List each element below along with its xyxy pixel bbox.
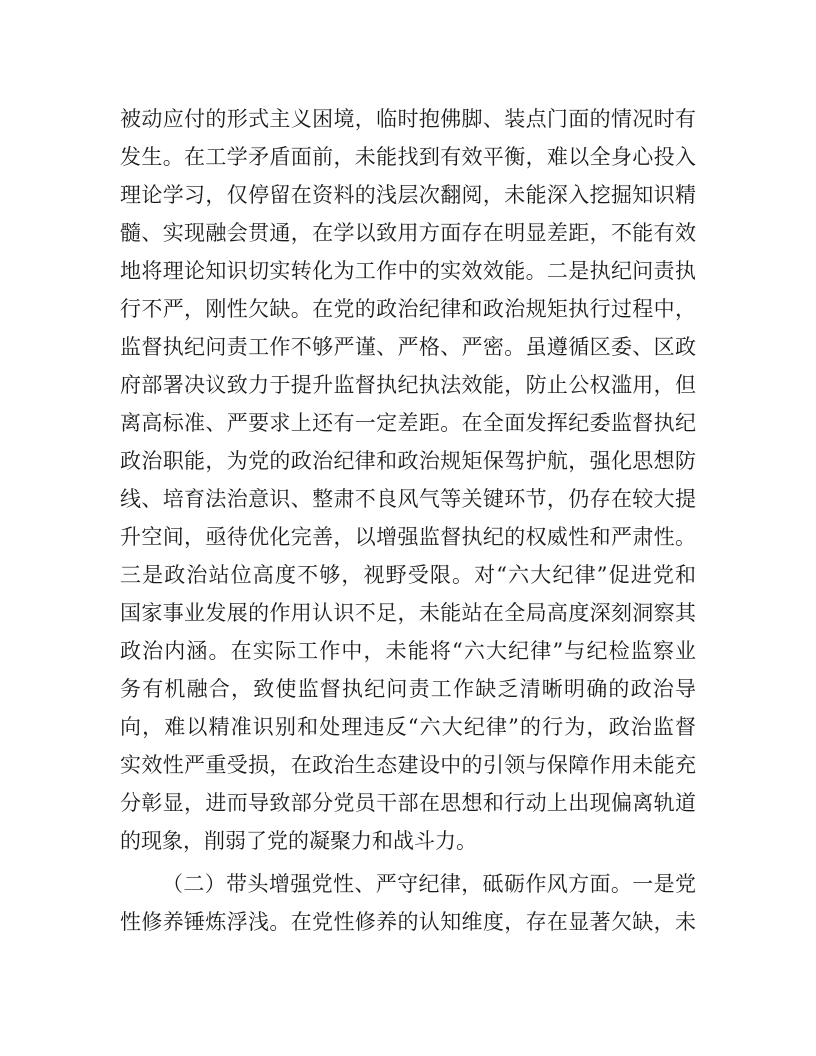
text-line: 分彰显，进而导致部分党员干部在思想和行动上出现偏离轨道 [120,791,696,815]
section-heading-line: （二）带头增强党性、严守纪律，砥砺作风方面。一是党 [162,872,696,896]
text-line: 务有机融合，致使监督执纪问责工作缺乏清晰明确的政治导 [120,677,696,701]
text-line: 行不严，刚性欠缺。在党的政治纪律和政治规矩执行过程中， [120,297,696,321]
text-line: 性修养锤炼浮浅。在党性修养的认知维度，存在显著欠缺，未 [120,910,696,934]
text-line: 国家事业发展的作用认识不足，未能站在全局高度深刻洞察其 [120,601,696,625]
text-line: 升空间，亟待优化完善，以增强监督执纪的权威性和严肃性。 [120,525,696,549]
text-line: 监督执纪问责工作不够严谨、严格、严密。虽遵循区委、区政 [120,335,696,359]
text-line: 被动应付的形式主义困境，临时抱佛脚、装点门面的情况时有 [120,107,696,131]
text-line: 理论学习，仅停留在资料的浅层次翻阅，未能深入挖掘知识精 [120,183,696,207]
text-line: 离高标准、严要求上还有一定差距。在全面发挥纪委监督执纪 [120,411,696,435]
text-line: 政治职能，为党的政治纪律和政治规矩保驾护航，强化思想防 [120,449,696,473]
text-line-paragraph-end: 的现象，削弱了党的凝聚力和战斗力。 [120,829,477,853]
text-line: 向，难以精准识别和处理违反“六大纪律”的行为，政治监督 [120,715,696,739]
text-line: 三是政治站位高度不够，视野受限。对“六大纪律”促进党和 [120,563,696,587]
text-line: 府部署决议致力于提升监督执纪执法效能，防止公权滥用，但 [120,373,696,397]
text-line: 实效性严重受损，在政治生态建设中的引领与保障作用未能充 [120,753,696,777]
text-line: 线、培育法治意识、整肃不良风气等关键环节，仍存在较大提 [120,487,696,511]
text-line: 地将理论知识切实转化为工作中的实效效能。二是执纪问责执 [120,259,696,283]
text-line: 发生。在工学矛盾面前，未能找到有效平衡，难以全身心投入 [120,145,696,169]
text-line: 髓、实现融会贯通，在学以致用方面存在明显差距，不能有效 [120,221,696,245]
text-line: 政治内涵。在实际工作中，未能将“六大纪律”与纪检监察业 [120,639,696,663]
